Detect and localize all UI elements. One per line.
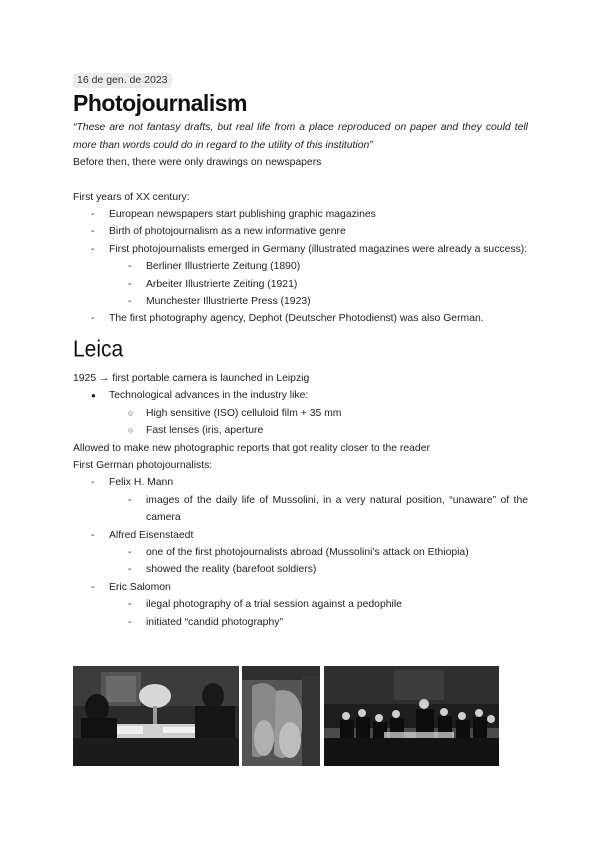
page-title: Photojournalism (73, 90, 247, 117)
photo-barefoot-soldiers (242, 666, 320, 766)
leica-list (73, 387, 528, 439)
list-item: - Berliner Illustrierte Zeitung (1890) (128, 261, 301, 273)
photojournalists-list (73, 474, 528, 631)
date-badge: 16 de gen. de 2023 (73, 73, 172, 88)
first-german-heading: First German photojournalists: (73, 459, 213, 471)
photo-mussolini-desk (73, 666, 239, 766)
first-years-heading: First years of XX century: (73, 191, 190, 203)
list-item: - images of the daily life of Mussolini, in a very natural position, “unaware” of the camera (128, 494, 528, 524)
list-item: - First photojournalists emerged in Germany (illustrated magazines were already a success): (91, 243, 528, 255)
allowed-text: Allowed to make new photographic reports that got reality closer to the reader (73, 442, 430, 454)
list-item: - initiated “candid photography” (128, 616, 283, 628)
list-item: ● Technological advances in the industry like: (91, 390, 309, 402)
list-item: - Eric Salomon (91, 581, 171, 593)
before-then-text: Before then, there were only drawings on newspapers (73, 157, 322, 169)
list-item: - one of the first photojournalists abroad (Mussolini’s attack on Ethiopia) (128, 546, 469, 558)
document-page (73, 72, 528, 631)
list-item: - Arbeiter Illustrierte Zeiting (1921) (128, 278, 298, 290)
first-years-list (73, 206, 528, 328)
intro-quote: “These are not fantasy drafts, but real life from a place reproduced on paper and they could tell more than words could do in regard to the utility of this institution” (73, 122, 528, 151)
list-item: - European newspapers start publishing graphic magazines (91, 209, 376, 221)
list-item: ○ Fast lenses (iris, aperture (128, 425, 264, 437)
list-item: - Munchester Illustrierte Press (1923) (128, 296, 311, 308)
list-item: - Felix H. Mann (91, 477, 174, 489)
leica-heading: Leica (73, 336, 124, 362)
photo-trial-session (324, 666, 499, 766)
photo-strip (73, 666, 499, 766)
list-item: ○ High sensitive (ISO) celluloid film + 35 mm (128, 407, 342, 419)
list-item: - showed the reality (barefoot soldiers) (128, 564, 317, 576)
list-item: - Alfred Eisenstaedt (91, 529, 194, 541)
list-item: - ilegal photography of a trial session against a pedophile (128, 599, 402, 611)
list-item: - The first photography agency, Dephot (Deutscher Photodienst) was also German. (91, 313, 484, 325)
leica-intro: 1925 → first portable camera is launched in Leipzig (73, 372, 310, 384)
list-item: - Birth of photojournalism as a new informative genre (91, 226, 346, 238)
